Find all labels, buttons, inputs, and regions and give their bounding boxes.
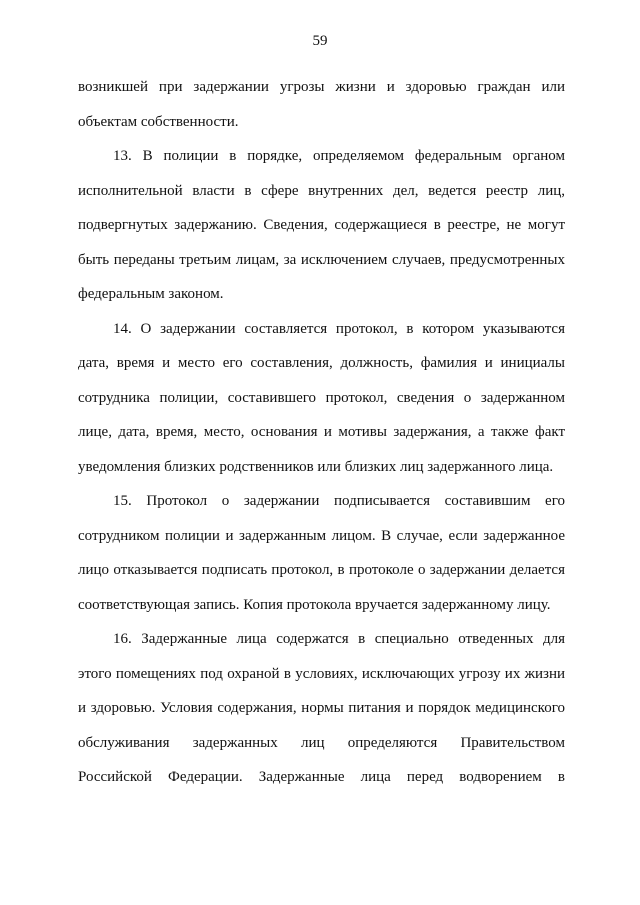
document-body <box>78 70 565 795</box>
paragraph-continuation <box>78 70 565 139</box>
text-line: дата, время и место его составления, должность, фамилия и инициалы <box>78 355 565 371</box>
text-line: обслуживания задержанных лиц определяются Правительством <box>78 734 565 751</box>
text-line: 15. Протокол о задержании подписывается составившим его <box>113 493 565 509</box>
paragraph-13 <box>78 139 565 312</box>
text-line: объектам собственности. <box>78 113 239 130</box>
text-line: лице, дата, время, место, основания и мотивы задержания, а также факт <box>78 424 565 440</box>
text-line: соответствующая запись. Копия протокола вручается задержанному лицу. <box>78 596 551 613</box>
text-line: сотрудником полиции и задержанным лицом. В случае, если задержанное <box>78 527 565 544</box>
page-number: 59 <box>312 33 328 49</box>
text-line: исполнительной власти в сфере внутренних дел, ведется реестр лиц, <box>78 182 565 199</box>
text-line: 16. Задержанные лица содержатся в специально отведенных для <box>113 631 565 647</box>
text-line: и здоровью. Условия содержания, нормы питания и порядок медицинского <box>78 700 565 716</box>
text-line: 13. В полиции в порядке, определяемом федеральным органом <box>113 148 565 164</box>
text-line: сотрудника полиции, составившего протокол, сведения о задержанном <box>78 389 565 406</box>
text-line: 14. О задержании составляется протокол, в котором указываются <box>113 320 565 337</box>
text-line: этого помещениях под охраной в условиях, исключающих угрозу их жизни <box>78 665 565 682</box>
text-line: подвергнутых задержанию. Сведения, содержащиеся в реестре, не могут <box>78 217 565 233</box>
text-line: быть переданы третьим лицам, за исключением случаев, предусмотренных <box>78 251 565 268</box>
text-line: Российской Федерации. Задержанные лица перед водворением в <box>78 769 565 785</box>
text-line: уведомления близких родственников или близких лиц задержанного лица. <box>78 458 554 475</box>
paragraph-15 <box>78 484 565 622</box>
text-line: федеральным законом. <box>78 286 224 302</box>
paragraph-14 <box>78 312 565 485</box>
paragraph-16 <box>78 622 565 795</box>
text-line: лицо отказывается подписать протокол, в протоколе о задержании делается <box>78 562 565 578</box>
text-line: возникшей при задержании угрозы жизни и здоровью граждан или <box>78 79 565 95</box>
